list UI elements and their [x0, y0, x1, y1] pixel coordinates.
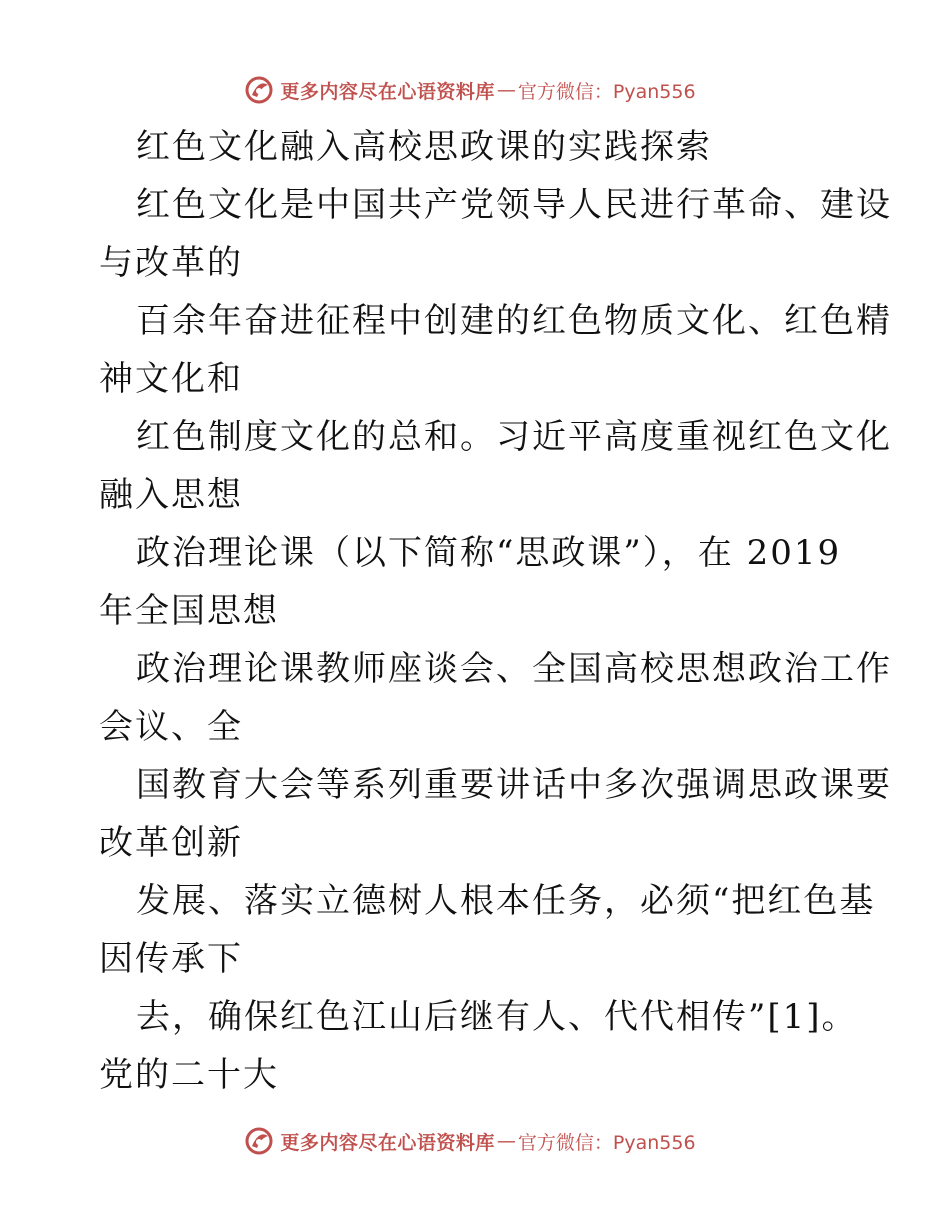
text-line: 政治理论课（以下简称“思政课”），在 2019 [136, 533, 842, 573]
text-line: 会议、全 [99, 707, 243, 747]
text-line: 红色制度文化的总和。习近平高度重视红色文化 [136, 417, 892, 457]
banner-wechat: 官方微信：Pyan556 [517, 80, 696, 103]
text-line: 年全国思想 [99, 591, 279, 631]
text-line: 百余年奋进征程中创建的红色物质文化、红色精 [136, 301, 892, 341]
text-line: 去，确保红色江山后继有人、代代相传”[1]。 [136, 997, 858, 1037]
document-title: 红色文化融入高校思政课的实践探索 [136, 127, 712, 167]
red-seal-logo-icon [244, 1126, 274, 1156]
banner-separator: — [496, 79, 516, 101]
header-banner [0, 70, 950, 110]
document-body [99, 118, 892, 1104]
footer-banner [0, 1121, 950, 1161]
text-line: 党的二十大 [99, 1055, 279, 1095]
text-line: 改革创新 [99, 823, 243, 863]
banner-separator: — [496, 1130, 516, 1152]
text-line: 国教育大会等系列重要讲话中多次强调思政课要 [136, 765, 892, 805]
text-line: 与改革的 [99, 243, 243, 283]
text-line: 发展、落实立德树人根本任务，必须“把红色基 [136, 881, 876, 921]
banner-title: 更多内容尽在心语资料库 [280, 80, 495, 103]
text-line: 融入思想 [99, 475, 243, 515]
banner-title: 更多内容尽在心语资料库 [280, 1131, 495, 1154]
banner-wechat: 官方微信：Pyan556 [517, 1131, 696, 1154]
text-line: 政治理论课教师座谈会、全国高校思想政治工作 [136, 649, 892, 689]
red-seal-logo-icon [244, 75, 274, 105]
text-line: 红色文化是中国共产党领导人民进行革命、建设 [136, 185, 892, 225]
text-line: 因传承下 [99, 939, 243, 979]
text-line: 神文化和 [99, 359, 243, 399]
